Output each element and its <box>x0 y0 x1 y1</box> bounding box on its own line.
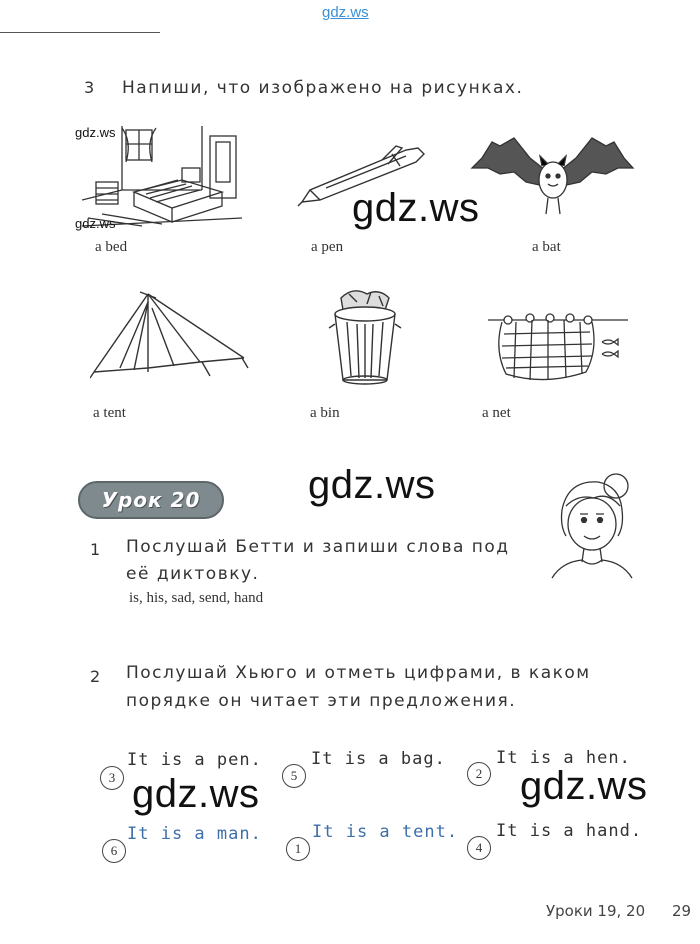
task1-word-list: is, his, sad, send, hand <box>129 590 264 606</box>
tent-icon <box>90 288 250 383</box>
girl-icon <box>548 470 638 580</box>
caption-pen: a pen <box>311 239 344 255</box>
order-circle-tent[interactable]: 1 <box>286 837 310 861</box>
top-divider <box>0 32 160 33</box>
sentence-man: It is a man. <box>127 824 262 844</box>
sentence-hand: It is a hand. <box>496 821 643 841</box>
order-circle-man[interactable]: 6 <box>102 839 126 863</box>
lesson-badge <box>78 481 224 519</box>
sentence-hen: It is a hen. <box>496 748 631 768</box>
caption-bin: a bin <box>310 405 340 421</box>
bat-icon <box>470 128 635 223</box>
watermark-4: gdz.ws <box>520 764 648 808</box>
bin-icon <box>327 286 403 386</box>
task2-number: 2 <box>90 667 101 686</box>
page-number: 29 <box>672 902 692 920</box>
order-circle-hen[interactable]: 2 <box>467 762 491 786</box>
watermark-1: gdz.ws <box>352 186 480 230</box>
order-circle-hand[interactable]: 4 <box>467 836 491 860</box>
task1-number: 1 <box>90 540 101 559</box>
caption-bed: a bed <box>95 239 128 255</box>
lesson-label: Урок 20 <box>101 488 201 512</box>
caption-bat: a bat <box>532 239 561 255</box>
watermark-2: gdz.ws <box>308 463 436 507</box>
sentence-tent: It is a tent. <box>312 822 459 842</box>
watermark-top: gdz.ws <box>322 4 369 21</box>
task2-instruction-line1: Послушай Хьюго и отметь цифрами, в каком <box>126 663 591 683</box>
task2-instruction-line2: порядке он читает эти предложения. <box>126 691 517 711</box>
watermark-3: gdz.ws <box>132 772 260 816</box>
sentence-pen: It is a pen. <box>127 750 262 770</box>
order-circle-bag[interactable]: 5 <box>282 764 306 788</box>
watermark-small-1: gdz.ws <box>75 125 116 140</box>
footer-section: Уроки 19, 20 <box>546 902 646 920</box>
task1-instruction-line1: Послушай Бетти и запиши слова под <box>126 537 510 557</box>
task1-instruction-line2: её диктовку. <box>126 564 260 584</box>
caption-tent: a tent <box>93 405 126 421</box>
task3-instruction: Напиши, что изображено на рисунках. <box>122 78 524 98</box>
order-circle-pen[interactable]: 3 <box>100 766 124 790</box>
caption-net: a net <box>482 405 511 421</box>
sentence-bag: It is a bag. <box>311 749 446 769</box>
task3-number: 3 <box>84 78 95 97</box>
watermark-small-2: gdz.ws <box>75 216 116 231</box>
net-icon <box>488 310 633 385</box>
